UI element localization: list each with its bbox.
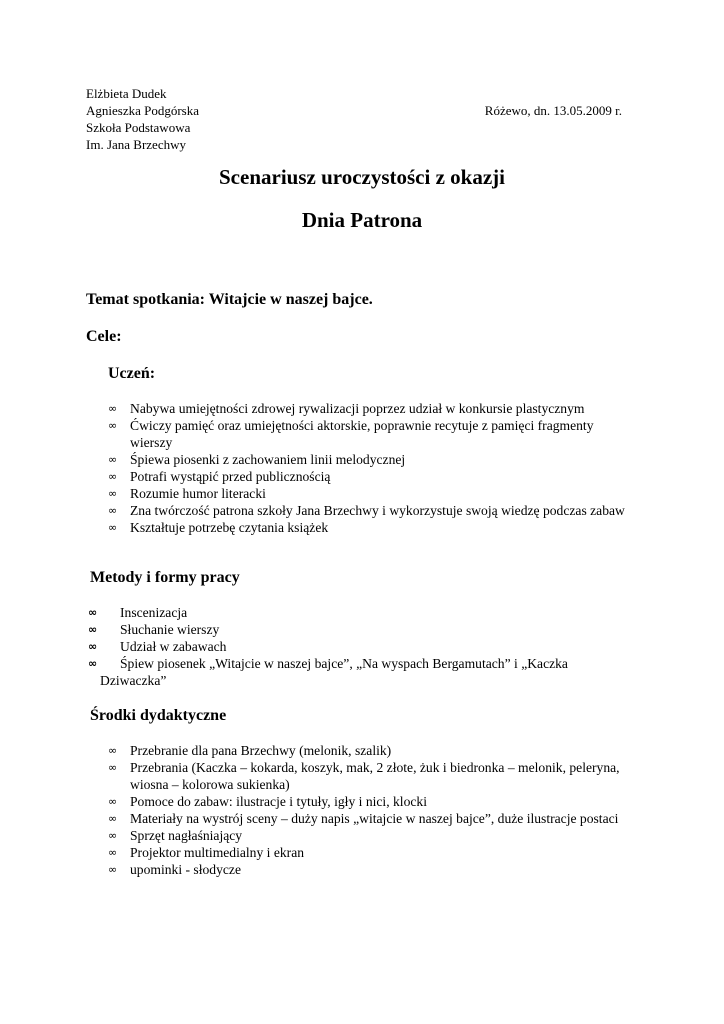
list-item: [108, 793, 628, 810]
method-text-continued: Dziwaczka”: [100, 673, 167, 688]
list-item: [88, 655, 648, 689]
goal-text: Śpiewa piosenki z zachowaniem linii melodycznej: [130, 452, 406, 467]
document-title-line-1: Scenariusz uroczystości z okazji: [219, 165, 505, 189]
infinity-bullet-icon: ∞: [88, 606, 98, 619]
infinity-bullet-icon: ∞: [108, 846, 118, 859]
list-item: [108, 502, 638, 519]
list-item: [108, 519, 638, 536]
means-text: Pomoce do zabaw: ilustracje i tytuły, igły i nici, klocki: [130, 794, 427, 809]
infinity-bullet-icon: ∞: [108, 470, 118, 483]
infinity-bullet-icon: ∞: [108, 521, 118, 534]
methods-list: [88, 604, 648, 689]
means-text: Sprzęt nagłaśniający: [130, 828, 243, 843]
list-item: [88, 621, 648, 638]
goal-text: Zna twórczość patrona szkoły Jana Brzechwy i wykorzystuje swoją wiedzę podczas zabaw: [130, 503, 625, 518]
list-item: [108, 485, 638, 502]
school-patron: Im. Jana Brzechwy: [86, 137, 186, 152]
author-name-1: Elżbieta Dudek: [86, 86, 167, 101]
list-item: [108, 742, 628, 759]
list-item: [108, 844, 628, 861]
goal-text: Ćwiczy pamięć oraz umiejętności aktorskie, poprawnie recytuje z pamięci fragmenty wierszy: [130, 418, 594, 450]
goals-list: [108, 400, 638, 536]
list-item: [108, 861, 628, 878]
infinity-bullet-icon: ∞: [108, 812, 118, 825]
infinity-bullet-icon: ∞: [108, 795, 118, 808]
infinity-bullet-icon: ∞: [88, 623, 98, 636]
infinity-bullet-icon: ∞: [108, 419, 118, 432]
infinity-bullet-icon: ∞: [108, 863, 118, 876]
list-item: [108, 468, 638, 485]
infinity-bullet-icon: ∞: [108, 829, 118, 842]
means-text: Projektor multimedialny i ekran: [130, 845, 305, 860]
means-text: upominki - słodycze: [130, 862, 241, 877]
goal-text: Kształtuje potrzebę czytania książek: [130, 520, 329, 535]
infinity-bullet-icon: ∞: [108, 453, 118, 466]
document-title-line-2: Dnia Patrona: [301, 208, 423, 232]
header-author-block: [86, 85, 199, 153]
list-item: [108, 810, 628, 827]
list-item: [108, 400, 638, 417]
infinity-bullet-icon: ∞: [88, 640, 98, 653]
author-name-2: Agnieszka Podgórska: [86, 103, 200, 118]
list-item: [108, 417, 638, 451]
infinity-bullet-icon: ∞: [108, 761, 118, 774]
method-text: Udział w zabawach: [120, 639, 227, 654]
infinity-bullet-icon: ∞: [108, 402, 118, 415]
list-item: [108, 759, 628, 793]
goal-text: Nabywa umiejętności zdrowej rywalizacji poprzez udział w konkursie plastycznym: [130, 401, 585, 416]
infinity-bullet-icon: ∞: [88, 657, 98, 670]
infinity-bullet-icon: ∞: [108, 744, 118, 757]
place-date: Różewo, dn. 13.05.2009 r.: [484, 103, 622, 118]
goal-text: Rozumie humor literacki: [130, 486, 266, 501]
goal-text: Potrafi wystąpić przed publicznością: [130, 469, 331, 484]
means-text: Przebranie dla pana Brzechwy (melonik, szalik): [130, 743, 392, 758]
list-item: [108, 827, 628, 844]
topic-heading: Temat spotkania: Witajcie w naszej bajce.: [86, 291, 373, 308]
list-item: [88, 638, 648, 655]
means-list: [108, 742, 628, 878]
list-item: [108, 451, 638, 468]
means-text: Przebrania (Kaczka – kokarda, koszyk, mak, 2 złote, żuk i biedronka – melonik, peleryna, wiosna – kolorowa sukienka): [130, 760, 620, 792]
method-text: Śpiew piosenek „Witajcie w naszej bajce”, „Na wyspach Bergamutach” i „Kaczka: [120, 656, 568, 671]
method-text: Słuchanie wierszy: [120, 622, 220, 637]
infinity-bullet-icon: ∞: [108, 504, 118, 517]
means-text: Materiały na wystrój sceny – duży napis „witajcie w naszej bajce”, duże ilustracje postaci: [130, 811, 619, 826]
list-item: [88, 604, 648, 621]
infinity-bullet-icon: ∞: [108, 487, 118, 500]
goals-heading: Cele:: [86, 328, 122, 345]
method-text: Inscenizacja: [120, 605, 188, 620]
student-heading: Uczeń:: [108, 365, 156, 382]
methods-heading: Metody i formy pracy: [90, 569, 240, 586]
means-heading: Środki dydaktyczne: [90, 707, 227, 724]
school-name: Szkoła Podstawowa: [86, 120, 191, 135]
